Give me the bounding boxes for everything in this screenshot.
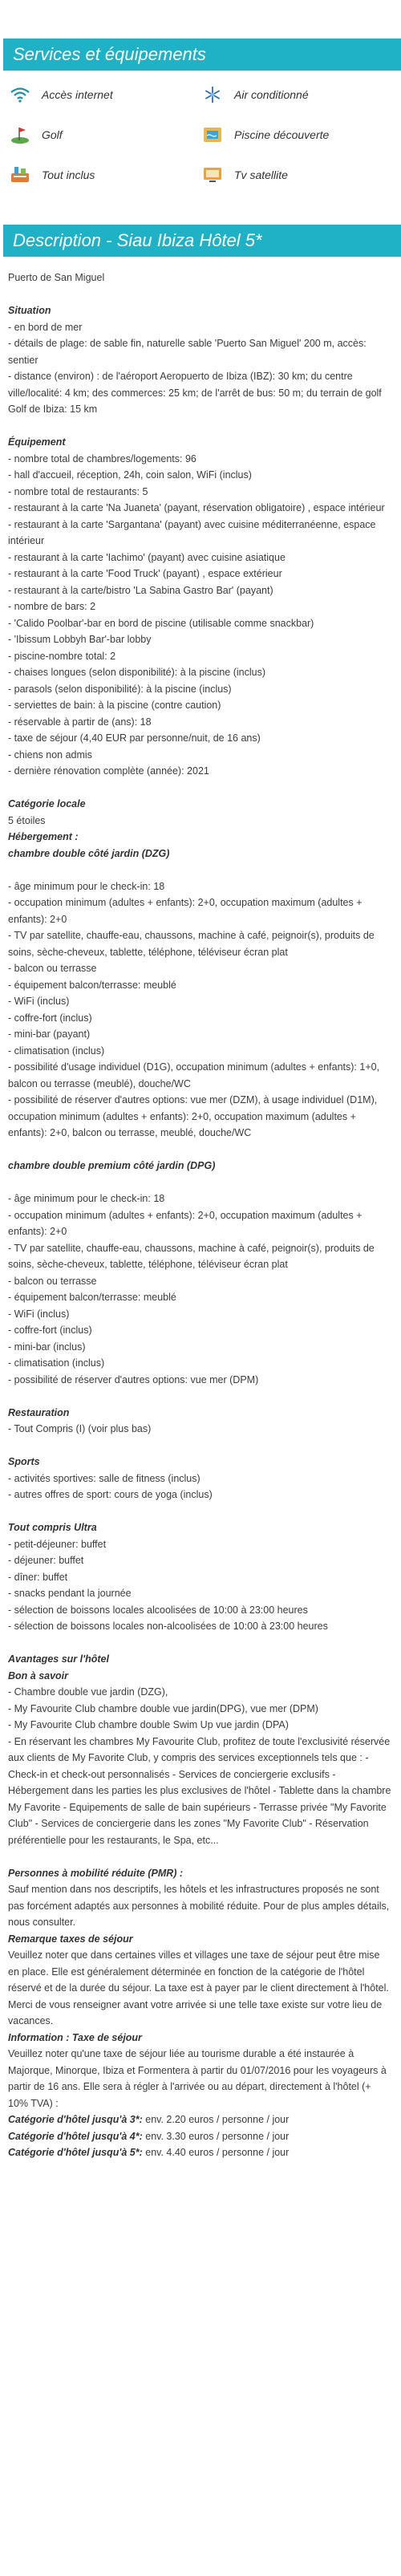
description-line: Merci de vous renseigner avant votre arrivée si une telle taxe existe sur votre lieu de vacances. [8, 1998, 383, 2026]
description-line: - possibilité de réserver d'autres options: vue mer (DZM), à usage individuel (D1M), occupation minimum (adultes + enfants): 2+0, occupation maximum (adultes + enfants): 2+0, balcon ou terrasse, meublé, douche/WC [8, 1094, 378, 1138]
tax-rate-value: env. 4.40 euros / personne / jour [142, 2147, 290, 2158]
description-line: Puerto de San Miguel [8, 272, 105, 283]
spacer [8, 418, 393, 435]
description-line: - petit-déjeuner: buffet [8, 1538, 107, 1550]
description-line: - 'Calido Poolbar'-bar en bord de piscine (utilisable comme snackbar) [8, 617, 314, 629]
tax-rate-line [8, 2112, 393, 2128]
service-label: Golf [42, 128, 63, 141]
section-heading: Sports [8, 1456, 40, 1467]
section-heading: Catégorie locale [8, 798, 86, 809]
service-satellite-tv [200, 164, 393, 186]
section-heading: Restauration [8, 1406, 70, 1418]
description-line: - serviettes de bain: à la piscine (contre caution) [8, 700, 221, 711]
description-banner [3, 225, 401, 257]
spacer [8, 1503, 393, 1520]
tax-rate-label: Catégorie d'hôtel jusqu'à 3*: [8, 2114, 143, 2125]
description-line: - TV par satellite, chauffe-eau, chaussons, machine à café, peignoir(s), produits de soins, sèche-cheveux, tablette, téléphone, téléviseur écran plat [8, 930, 375, 958]
description-line: Sauf mention dans nos descriptifs, les hôtels et les infrastructures proposés ne sont pas forcément adaptés aux personnes à mobilité réduite. Pour de plus amples détails, nous consulter. [8, 1884, 390, 1928]
tax-rate-value: env. 3.30 euros / personne / jour [142, 2130, 290, 2142]
description-line: - WiFi (inclus) [8, 996, 70, 1007]
service-all-inclusive [8, 164, 200, 186]
description-line: Veuillez noter qu'une taxe de séjour liée au tourisme durable a été instaurée à Majorque, Minorque, Ibiza et Formentera à partir du 01/07/2016 pour les voyageurs à partir de 16 ans. Elle sera à régler à l'arrivée ou au départ, directement à l'hôtel (+ 10% TVA) : [8, 2048, 387, 2109]
description-line: - âge minimum pour le check-in: 18 [8, 1193, 165, 1204]
description-body [0, 270, 401, 2161]
description-line: - parasols (selon disponibilité): à la piscine (inclus) [8, 683, 232, 695]
pool-icon [200, 125, 225, 144]
service-label: Tout inclus [42, 168, 95, 181]
description-title: Description - Siau Ibiza Hôtel 5* [13, 230, 262, 250]
tax-rate-line [8, 2144, 393, 2161]
service-label: Air conditionné [234, 88, 309, 101]
service-golf [8, 124, 200, 146]
description-line: - restaurant à la carte 'Sargantana' (payant) avec cuisine méditerranéenne, espace intérieur [8, 518, 376, 546]
description-line: - restaurant à la carte/bistro 'La Sabina Gastro Bar' (payant) [8, 584, 273, 596]
section-heading: Hébergement : [8, 831, 79, 842]
description-line: - en bord de mer [8, 321, 83, 333]
wifi-icon [8, 85, 32, 104]
description-line: - occupation minimum (adultes + enfants): 2+0, occupation maximum (adultes + enfants): 2+0 [8, 1209, 363, 1237]
spacer [8, 1142, 393, 1158]
section-heading: Équipement [8, 436, 66, 448]
spacer [8, 1388, 393, 1405]
description-line: - piscine-nombre total: 2 [8, 650, 116, 662]
description-line: - équipement balcon/terrasse: meublé [8, 979, 176, 991]
section-heading: Remarque taxes de séjour [8, 1933, 133, 1945]
description-line: - Chambre double vue jardin (DZG), [8, 1686, 168, 1698]
description-line: - sélection de boissons locales non-alcoolisées de 10:00 à 23:00 heures [8, 1621, 328, 1632]
service-label: Tv satellite [234, 168, 288, 181]
description-line: - coffre-fort (inclus) [8, 1012, 92, 1024]
description-line: - dîner: buffet [8, 1571, 68, 1583]
description-line: - Tout Compris (I) (voir plus bas) [8, 1423, 152, 1434]
description-line: - mini-bar (inclus) [8, 1341, 86, 1353]
description-line: - réservable à partir de (ans): 18 [8, 716, 152, 728]
spacer [8, 862, 393, 878]
description-line: - coffre-fort (inclus) [8, 1325, 92, 1336]
section-heading: Tout compris Ultra [8, 1522, 97, 1533]
services-title: Services et équipements [13, 44, 206, 64]
service-label: Accès internet [42, 88, 113, 101]
description-line: - snacks pendant la journée [8, 1588, 132, 1599]
description-line: - WiFi (inclus) [8, 1308, 70, 1320]
section-heading: Avantages sur l'hôtel [8, 1653, 109, 1665]
services-grid [0, 71, 401, 186]
section-heading: Bon à savoir [8, 1669, 69, 1681]
description-line: - climatisation (inclus) [8, 1357, 105, 1369]
description-line: - taxe de séjour (4,40 EUR par personne/nuit, de 16 ans) [8, 732, 261, 744]
spacer [8, 1438, 393, 1454]
section-heading: Information : Taxe de séjour [8, 2031, 142, 2043]
tv-icon [200, 165, 225, 185]
description-line: - âge minimum pour le check-in: 18 [8, 880, 165, 892]
tax-rate-label: Catégorie d'hôtel jusqu'à 5*: [8, 2147, 143, 2158]
service-label: Piscine découverte [234, 128, 330, 141]
description-line: - mini-bar (payant) [8, 1028, 91, 1040]
all-inclusive-icon [8, 165, 32, 185]
spacer [8, 1174, 393, 1191]
spacer [8, 286, 393, 303]
description-line: - occupation minimum (adultes + enfants): 2+0, occupation maximum (adultes + enfants): 2+0 [8, 897, 363, 925]
description-line: - distance (environ) : de l'aéroport Aeropuerto de Ibiza (IBZ): 30 km; du centre ville/localité: 4 km; des commerces: 25 km; de l'arrêt de bus: 50 m; du terrain de golf Golf de Ibiza: 15 km [8, 371, 382, 415]
description-line: - nombre total de restaurants: 5 [8, 485, 148, 497]
section-heading: chambre double premium côté jardin (DPG) [8, 1160, 216, 1171]
spacer [8, 1848, 393, 1865]
golf-icon [8, 125, 32, 144]
description-line: - chaises longues (selon disponibilité): à la piscine (inclus) [8, 667, 265, 678]
description-line: - équipement balcon/terrasse: meublé [8, 1292, 176, 1303]
tax-rate-line [8, 2128, 393, 2145]
description-line: - restaurant à la carte 'Food Truck' (payant) , espace extérieur [8, 568, 282, 579]
spacer [8, 1635, 393, 1652]
tax-rate-label: Catégorie d'hôtel jusqu'à 4*: [8, 2130, 143, 2142]
spacer [8, 780, 393, 797]
description-line: - détails de plage: de sable fin, naturelle sable 'Puerto San Miguel' 200 m, accès: sentier [8, 338, 367, 366]
description-line: 5 étoiles [8, 814, 46, 826]
description-line: - possibilité d'usage individuel (D1G), occupation minimum (adultes + enfants): 1+0, balcon ou terrasse (meublé), douche/WC [8, 1061, 380, 1089]
description-line: - restaurant à la carte 'Iachimo' (payant) avec cuisine asiatique [8, 551, 286, 563]
description-line: - nombre de bars: 2 [8, 601, 96, 612]
description-line: - 'Ibissum Lobbyh Bar'-bar lobby [8, 634, 152, 645]
description-line: - My Favourite Club chambre double Swim Up vue jardin (DPA) [8, 1719, 289, 1730]
description-line: - My Favourite Club chambre double vue jardin(DPG), vue mer (DPM) [8, 1702, 318, 1714]
section-heading: chambre double côté jardin (DZG) [8, 847, 170, 859]
description-line: - nombre total de chambres/logements: 96 [8, 452, 196, 464]
description-line: - hall d'accueil, réception, 24h, coin salon, WiFi (inclus) [8, 469, 252, 481]
description-line: - chiens non admis [8, 748, 92, 761]
description-line: - climatisation (inclus) [8, 1045, 105, 1057]
description-line: - sélection de boissons locales alcoolisées de 10:00 à 23:00 heures [8, 1604, 308, 1616]
description-line: - possibilité de réserver d'autres options: vue mer (DPM) [8, 1373, 259, 1385]
service-air-conditioning [200, 83, 393, 106]
description-line: - dernière rénovation complète (année): 2021 [8, 765, 209, 777]
description-line: - balcon ou terrasse [8, 963, 97, 974]
service-pool [200, 124, 393, 146]
description-line: - déjeuner: buffet [8, 1555, 84, 1566]
description-line: Veuillez noter que dans certaines villes et villages une taxe de séjour peut être mise en place. Elle est généralement déterminée en fonction de la catégorie de l'hôtel réservé et de la durée du séjour. La taxe est à payer par le client directement à l'hôtel. [8, 1949, 389, 1994]
section-heading: Personnes à mobilité réduite (PMR) : [8, 1867, 184, 1879]
description-line: - activités sportives: salle de fitness (inclus) [8, 1472, 200, 1484]
service-internet [8, 83, 200, 106]
description-line: - balcon ou terrasse [8, 1275, 97, 1287]
description-line: - restaurant à la carte 'Na Juaneta' (payant, réservation obligatoire) , espace intérieur [8, 502, 385, 513]
description-line: - En réservant les chambres My Favourite Club, profitez de toute l'exclusivité réservée aux clients de My Favorite Club, y compris des services exceptionnels tels que : - Check-in et check-out personnalisés - Services de conciergerie exclusifs - Hébergement dans les parties les plus exclusives de l'hôtel - Tablette dans la chambre My Favorite - Equipements de salle de bain supérieurs - Terrasse privée "My Favorite Club" - Services de conciergerie dans les zones "My Favorite Club" - Réservation préférentielle pour les restaurants, le Spa, etc... [8, 1735, 391, 1846]
tax-rate-value: env. 2.20 euros / personne / jour [142, 2114, 290, 2125]
section-heading: Situation [8, 305, 51, 316]
description-line: - autres offres de sport: cours de yoga (inclus) [8, 1489, 213, 1500]
description-line: - TV par satellite, chauffe-eau, chaussons, machine à café, peignoir(s), produits de soins, sèche-cheveux, tablette, téléphone, téléviseur écran plat [8, 1242, 375, 1270]
snowflake-icon [200, 85, 225, 104]
services-banner [3, 39, 401, 71]
